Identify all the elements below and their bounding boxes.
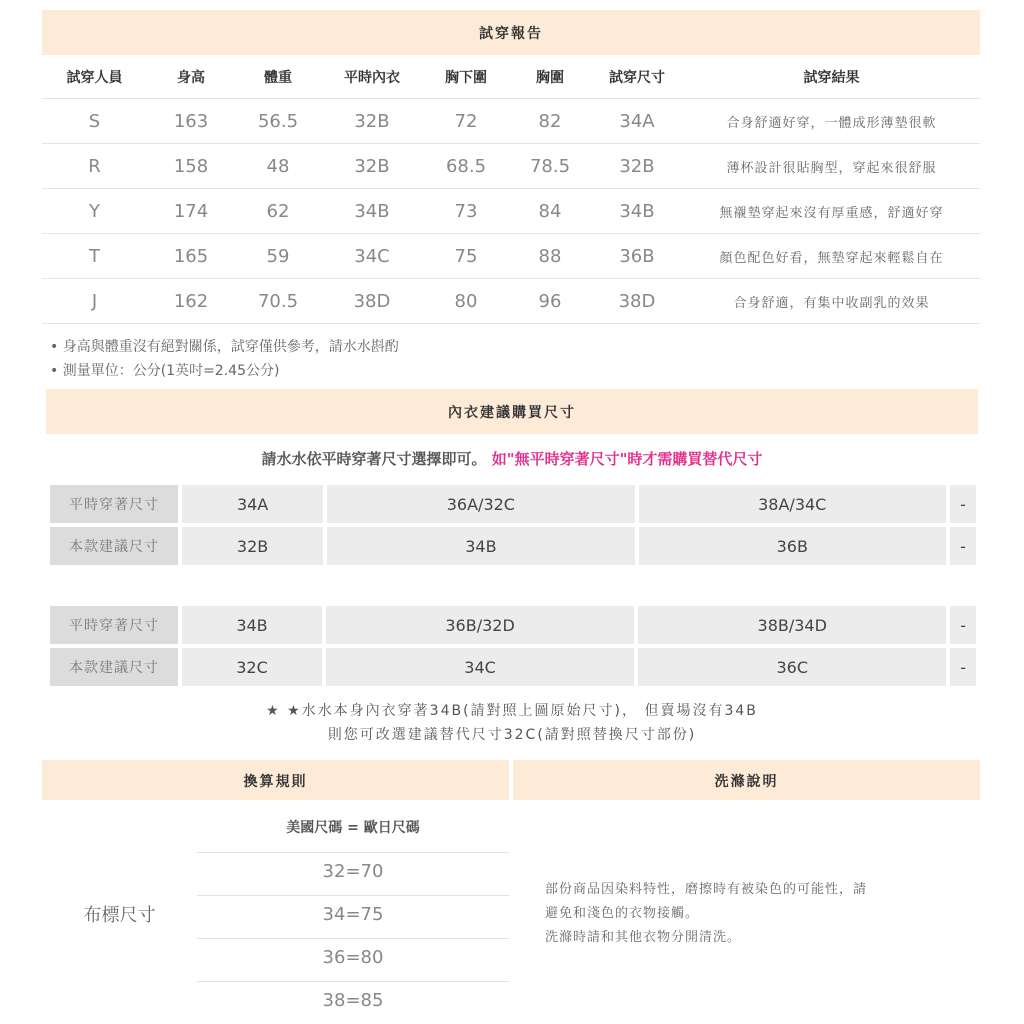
washing-line: 避免和淺色的衣物接觸。	[545, 906, 700, 921]
divider	[197, 981, 509, 982]
grid-cell: 34C	[326, 648, 634, 686]
grid-label: 平時穿著尺寸	[50, 606, 178, 644]
table-cell: 162	[147, 279, 235, 324]
conversion-item: 36=80	[322, 947, 384, 968]
trial-note: • 身高與體重沒有絕對關係，試穿僅供參考，請水水斟酌	[50, 339, 399, 355]
table-cell: 48	[235, 144, 321, 189]
trial-header: 平時內衣	[321, 55, 423, 99]
table-cell: R	[42, 144, 147, 189]
grid-label: 本款建議尺寸	[50, 527, 178, 565]
trial-header: 胸圍	[509, 55, 591, 99]
table-cell: 38D	[321, 279, 423, 324]
grid-cell: 38A/34C	[639, 485, 946, 523]
trial-header: 試穿結果	[683, 55, 980, 99]
table-cell: 80	[423, 279, 509, 324]
trial-header: 胸下圍	[423, 55, 509, 99]
divider	[197, 895, 509, 896]
trial-header-row	[42, 55, 980, 99]
table-cell: 82	[509, 99, 591, 144]
grid-label: 平時穿著尺寸	[50, 485, 178, 523]
table-cell: 158	[147, 144, 235, 189]
intro-highlight: 如"無平時穿著尺寸"時才需購買替代尺寸	[491, 450, 763, 468]
grid-cell: -	[950, 648, 976, 686]
trial-note: • 測量單位：公分(1英吋=2.45公分)	[50, 363, 280, 379]
table-cell: T	[42, 234, 147, 279]
table-row	[42, 99, 980, 144]
grid-cell: -	[950, 606, 976, 644]
table-cell: 38D	[591, 279, 683, 324]
trial-title: 試穿報告	[479, 26, 543, 42]
grid-cell: -	[950, 485, 976, 523]
washing-line: 洗滌時請和其他衣物分開清洗。	[545, 930, 742, 945]
table-cell: 無襯墊穿起來沒有厚重感，舒適好穿	[683, 189, 980, 234]
intro-text: 請水水依平時穿著尺寸選擇即可。	[261, 450, 487, 468]
conversion-item: 38=85	[322, 990, 384, 1011]
washing-line: 部份商品因染料特性，磨擦時有被染色的可能性，請	[545, 882, 868, 897]
table-row	[50, 527, 976, 565]
table-cell: 68.5	[423, 144, 509, 189]
table-cell: Y	[42, 189, 147, 234]
table-row	[42, 234, 980, 279]
size-grid-1	[46, 481, 980, 569]
table-cell: 62	[235, 189, 321, 234]
table-cell: 32B	[591, 144, 683, 189]
table-row	[42, 189, 980, 234]
table-row	[42, 279, 980, 324]
table-cell: 70.5	[235, 279, 321, 324]
grid-cell: -	[950, 527, 976, 565]
grid-cell: 32C	[182, 648, 322, 686]
star-note-1: ★ ★水水本身內衣穿著34B(請對照上圖原始尺寸)， 但賣場沒有34B	[266, 703, 758, 719]
fabric-label-title: 布標尺寸	[83, 905, 156, 926]
table-cell: 163	[147, 99, 235, 144]
table-cell: 34B	[321, 189, 423, 234]
table-cell: 78.5	[509, 144, 591, 189]
trial-header: 身高	[147, 55, 235, 99]
table-cell: 32B	[321, 99, 423, 144]
trial-header: 試穿尺寸	[591, 55, 683, 99]
grid-cell: 36B/32D	[326, 606, 634, 644]
table-cell: 56.5	[235, 99, 321, 144]
grid-cell: 36C	[638, 648, 946, 686]
table-cell: 72	[423, 99, 509, 144]
conversion-item: 32=70	[322, 861, 384, 882]
table-cell: 84	[509, 189, 591, 234]
grid-label: 本款建議尺寸	[50, 648, 178, 686]
grid-cell: 36A/32C	[327, 485, 634, 523]
table-cell: 165	[147, 234, 235, 279]
table-cell: J	[42, 279, 147, 324]
conversion-item: 34=75	[322, 904, 384, 925]
table-cell: 顏色配色好看，無墊穿起來輕鬆自在	[683, 234, 980, 279]
grid-cell: 32B	[182, 527, 323, 565]
table-cell: 合身舒適，有集中收副乳的效果	[683, 279, 980, 324]
table-row	[50, 648, 976, 686]
table-cell: 59	[235, 234, 321, 279]
grid-cell: 38B/34D	[638, 606, 946, 644]
suggest-intro	[0, 448, 1024, 469]
grid-cell: 36B	[639, 527, 946, 565]
divider	[197, 938, 509, 939]
table-cell: 75	[423, 234, 509, 279]
grid-cell: 34B	[182, 606, 322, 644]
table-cell: 34A	[591, 99, 683, 144]
grid-cell: 34B	[327, 527, 634, 565]
table-row	[50, 606, 976, 644]
table-cell: S	[42, 99, 147, 144]
washing-text	[545, 878, 965, 950]
suggest-title: 內衣建議購買尺寸	[448, 405, 576, 421]
table-cell: 34B	[591, 189, 683, 234]
table-row	[50, 485, 976, 523]
washing-title: 洗滌說明	[714, 774, 779, 790]
table-cell: 薄杯設計很貼胸型，穿起來很舒服	[683, 144, 980, 189]
grid-cell: 34A	[182, 485, 323, 523]
table-cell: 96	[509, 279, 591, 324]
trial-table	[42, 55, 980, 324]
table-cell: 34C	[321, 234, 423, 279]
table-cell: 73	[423, 189, 509, 234]
trial-header: 體重	[235, 55, 321, 99]
table-row	[42, 144, 980, 189]
table-cell: 32B	[321, 144, 423, 189]
table-cell: 36B	[591, 234, 683, 279]
star-note-2: 則您可改選建議替代尺寸32C(請對照替換尺寸部份)	[327, 727, 697, 743]
conversion-title: 換算規則	[243, 774, 308, 790]
conversion-header: 美國尺碼 = 歐日尺碼	[286, 820, 420, 836]
table-cell: 88	[509, 234, 591, 279]
divider	[197, 852, 509, 853]
table-cell: 174	[147, 189, 235, 234]
size-grid-2	[46, 602, 980, 690]
trial-header: 試穿人員	[42, 55, 147, 99]
table-cell: 合身舒適好穿，一體成形薄墊很軟	[683, 99, 980, 144]
